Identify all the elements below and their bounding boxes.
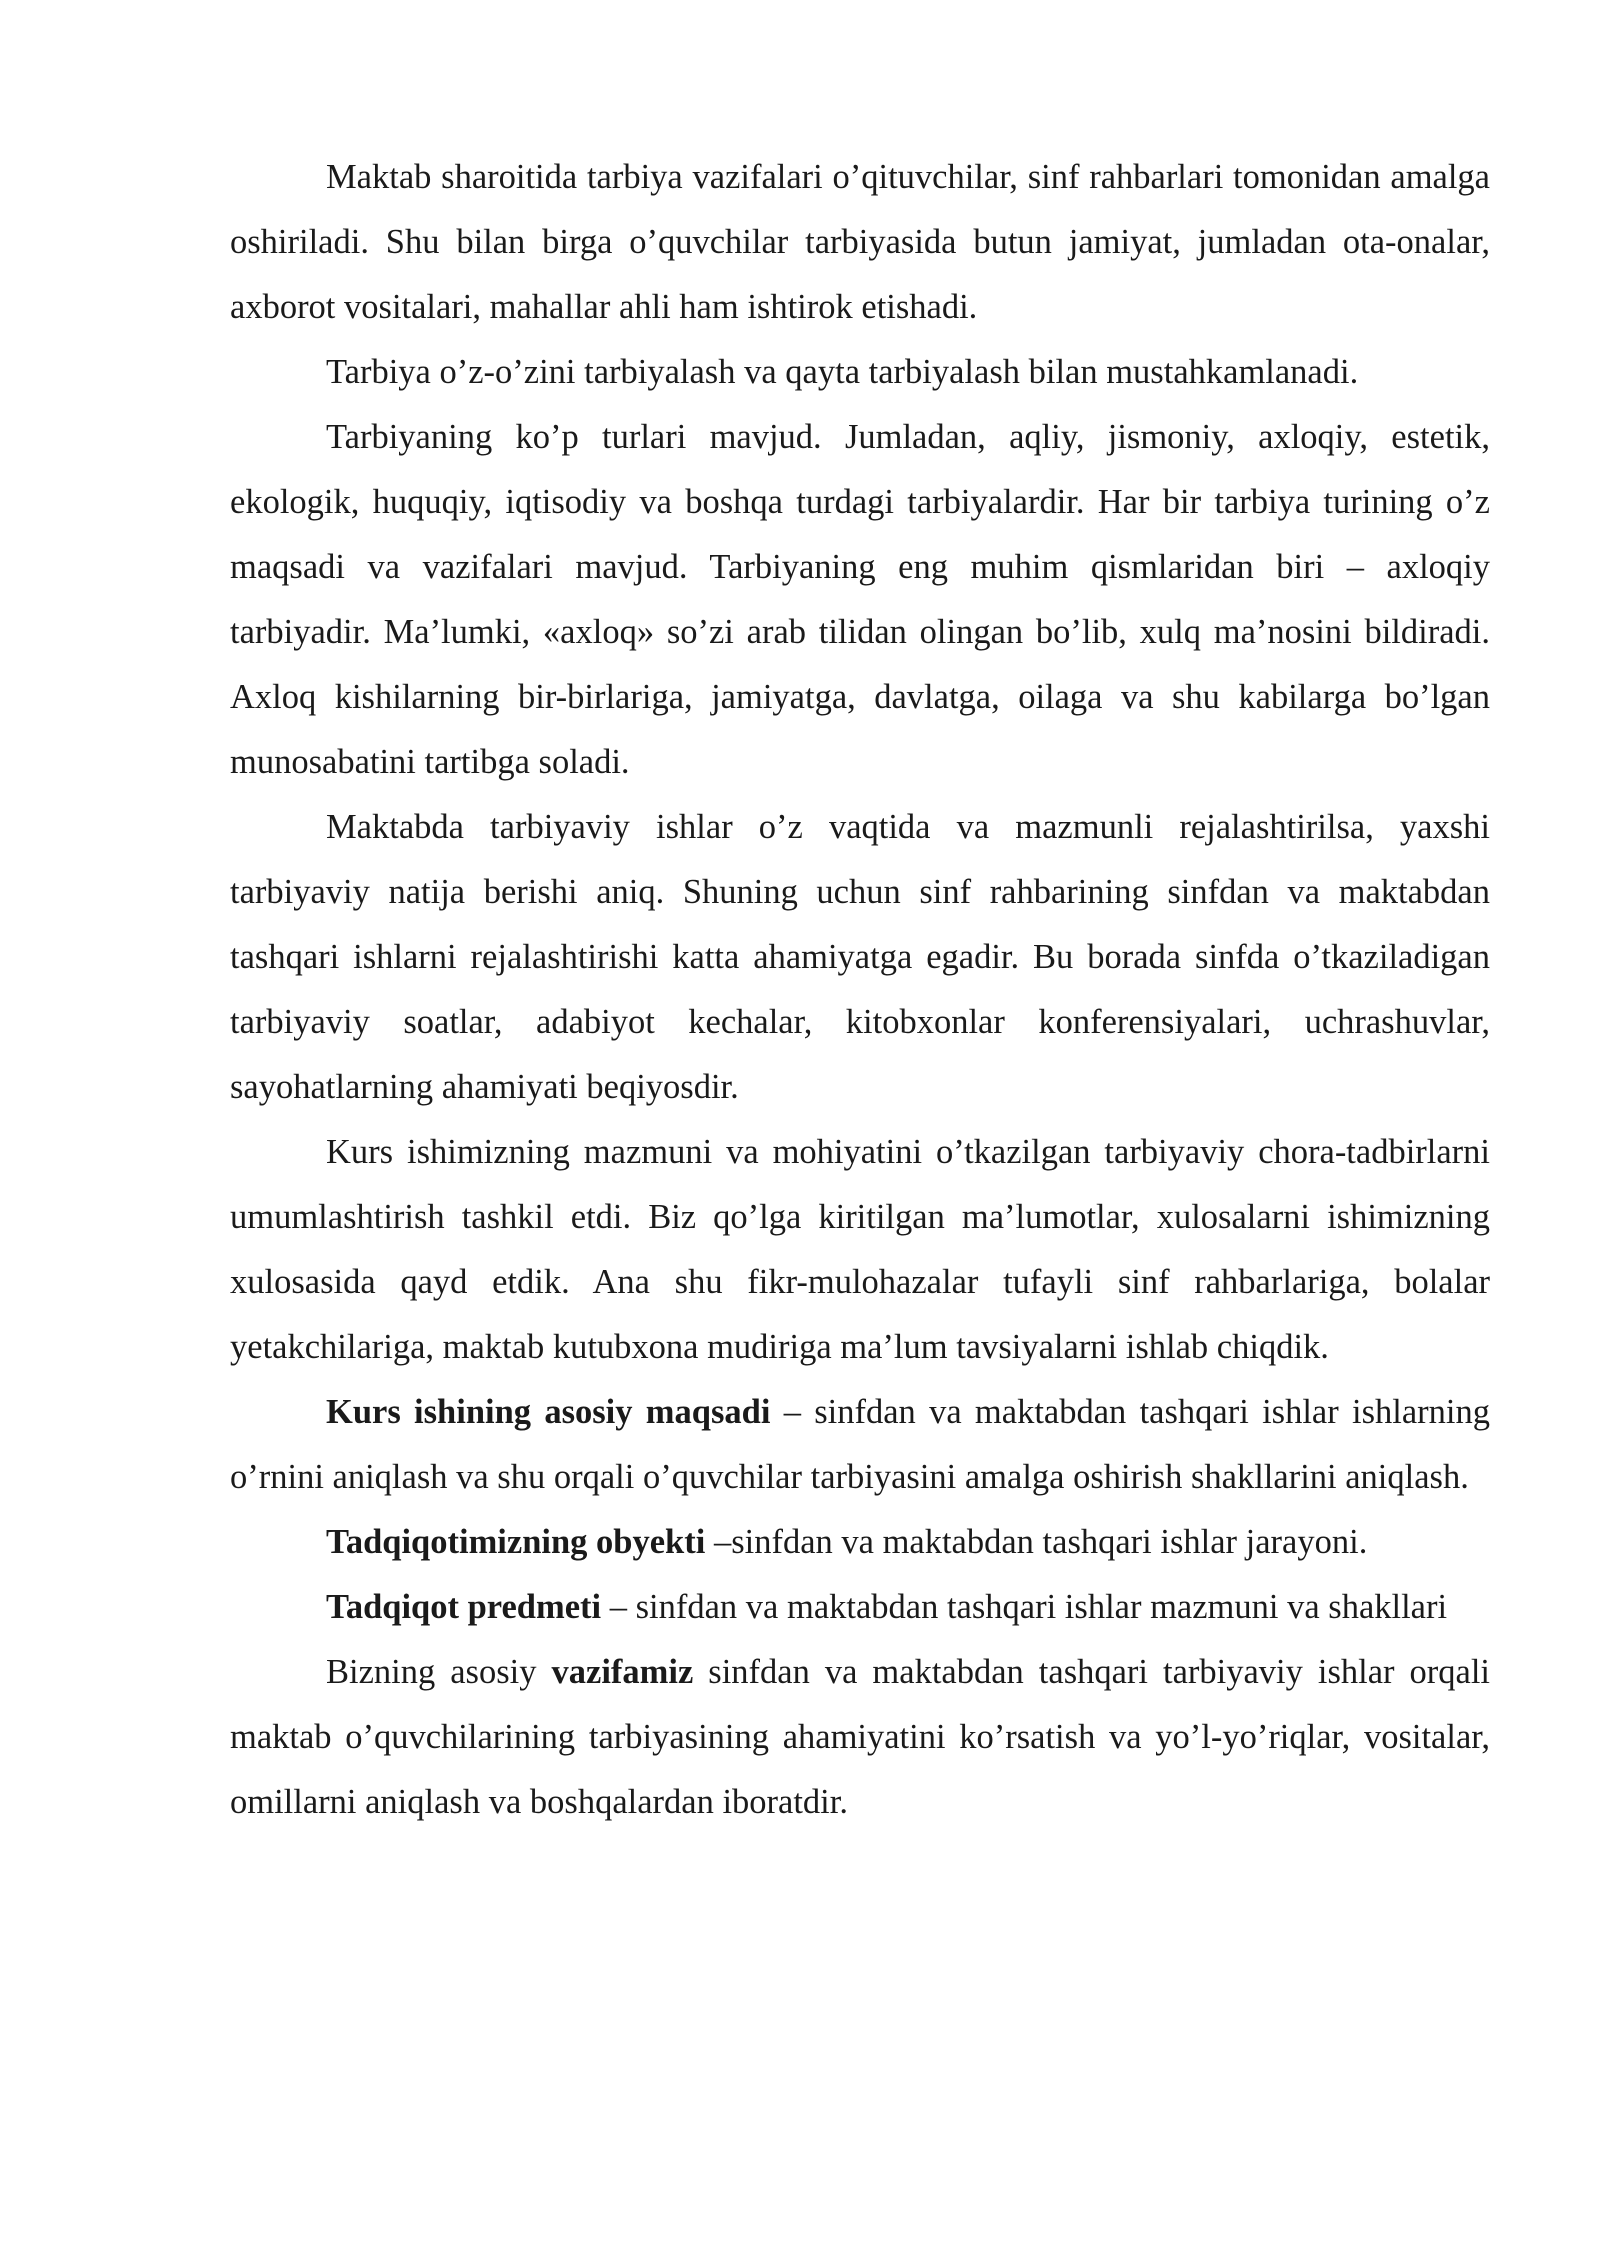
- paragraph-2: [230, 340, 1490, 405]
- paragraph-4: [230, 795, 1490, 1120]
- goal-text: – sinfdan va maktabdan tashqari ishlar ishlarning o’rnini aniqlash va shu orqali o’quvchilar tarbiyasini amalga oshirish shakllarini aniqlash.: [230, 1393, 1490, 1496]
- task-text: sinfdan va maktabdan tashqari tarbiyaviy ishlar orqali maktab o’quvchilarining tarbiyasining ahamiyatini ko’rsatish va yo’l-yo’riqlar, vositalar, omillarni aniqlash va boshqalardan iboratdir.: [230, 1653, 1491, 1821]
- paragraph-3-text: Tarbiyaning ko’p turlari mavjud. Jumladan, aqliy, jismoniy, axloqiy, estetik, ekologik, huquqiy, iqtisodiy va boshqa turdagi tarbiyalardir. Har bir tarbiya turining o’z maqsadi va vazifalari mavjud. Tarbiyaning eng muhim qismlaridan biri – axloqiy tarbiyadir. Ma’lumki, «axloq» so’zi arab tilidan olingan bo’lib, xulq ma’nosini bildiradi. Axloq kishilarning bir-birlariga, jamiyatga, davlatga, oilaga va shu kabilarga bo’lgan munosabatini tartibga soladi.: [230, 418, 1490, 781]
- paragraph-5: [230, 1120, 1490, 1380]
- paragraph-3: [230, 405, 1490, 795]
- paragraph-5-text: Kurs ishimizning mazmuni va mohiyatini o’tkazilgan tarbiyaviy chora-tadbirlarni umumlashtirish tashkil etdi. Biz qo’lga kiritilgan ma’lumotlar, xulosalarni ishimizning xulosasida qayd etdik. Ana shu fikr-mulohazalar tufayli sinf rahbarlariga, bolalar yetakchilariga, maktab kutubxona mudiriga ma’lum tavsiyalarni ishlab chiqdik.: [230, 1133, 1490, 1366]
- document-page: [230, 145, 1490, 1835]
- paragraph-2-text: Tarbiya o’z-o’zini tarbiyalash va qayta tarbiyalash bilan mustahkamlanadi.: [326, 353, 1359, 391]
- goal-heading: Kurs ishining asosiy maqsadi: [326, 1393, 771, 1431]
- task-intro: Bizning asosiy: [326, 1653, 552, 1691]
- subject-text: – sinfdan va maktabdan tashqari ishlar mazmuni va shakllari: [601, 1588, 1448, 1626]
- paragraph-goal: [230, 1380, 1490, 1510]
- paragraph-object: [230, 1510, 1490, 1575]
- object-heading: Tadqiqotimizning obyekti: [326, 1523, 706, 1561]
- paragraph-4-text: Maktabda tarbiyaviy ishlar o’z vaqtida va mazmunli rejalashtirilsa, yaxshi tarbiyaviy natija berishi aniq. Shuning uchun sinf rahbarining sinfdan va maktabdan tashqari ishlarni rejalashtirishi katta ahamiyatga egadir. Bu borada sinfda o’tkaziladigan tarbiyaviy soatlar, adabiyot kechalar, kitobxonlar konferensiyalari, uchrashuvlar, sayohatlarning ahamiyati beqiyosdir.: [230, 808, 1490, 1106]
- paragraph-1-text: Maktab sharoitida tarbiya vazifalari o’qituvchilar, sinf rahbarlari tomonidan amalga oshiriladi. Shu bilan birga o’quvchilar tarbiyasida butun jamiyat, jumladan ota-onalar, axborot vositalari, mahallar ahli ham ishtirok etishadi.: [230, 158, 1490, 326]
- subject-heading: Tadqiqot predmeti: [326, 1588, 602, 1626]
- paragraph-subject: [230, 1575, 1490, 1640]
- task-heading: vazifamiz: [551, 1653, 694, 1691]
- paragraph-task: [230, 1640, 1490, 1835]
- object-text: –sinfdan va maktabdan tashqari ishlar jarayoni.: [705, 1523, 1368, 1561]
- paragraph-1: [230, 145, 1490, 340]
